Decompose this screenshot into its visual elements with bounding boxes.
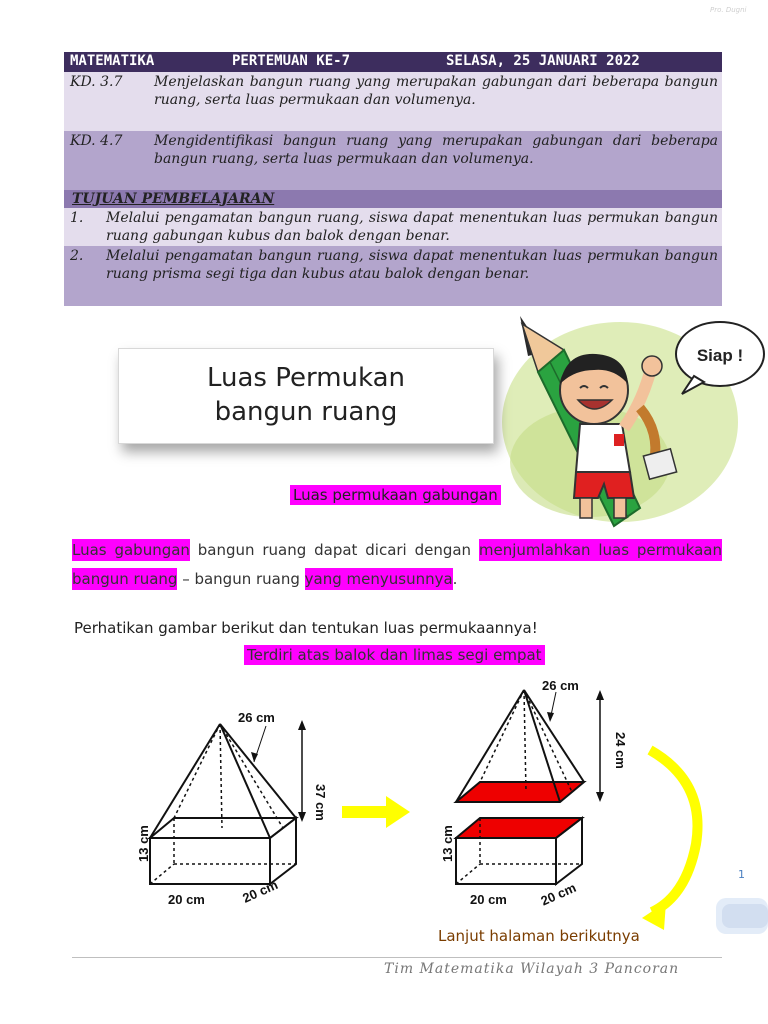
tujuan-text: Melalui pengamatan bangun ruang, siswa dapat menentukan luas permukan bangun ruang prisma segi tiga dan kubus atau balok dengan benar.	[106, 248, 718, 282]
curved-arrow-head	[640, 898, 680, 932]
yellow-arrow	[342, 796, 410, 828]
paragraph-text: – bangun ruang	[177, 570, 305, 588]
left-width-label: 20 cm	[168, 892, 205, 907]
kd-row	[64, 72, 722, 131]
tujuan-heading-row	[64, 190, 722, 208]
lesson-title-box	[118, 348, 494, 444]
paragraph-text: .	[452, 570, 458, 588]
right-box-height-label: 13 cm	[440, 825, 455, 862]
tujuan-number: 1.	[70, 210, 84, 226]
student-pencil-illustration	[490, 312, 768, 532]
instruction-text: Perhatikan gambar berikut dan tentukan luas permukaannya!	[74, 619, 538, 637]
explanation-paragraph	[72, 536, 722, 594]
highlight-term: menjumlahkan luas permukaan bangun ruang	[72, 541, 722, 588]
pyramid-right	[456, 678, 628, 802]
lesson-info-table	[64, 52, 722, 306]
right-width-label: 20 cm	[470, 892, 507, 907]
title-line-1: Luas Permukan	[206, 363, 406, 393]
section-subtitle: Luas permukaan gabungan	[290, 485, 501, 505]
speech-text: Siap !	[696, 346, 744, 365]
geometry-figure	[120, 672, 750, 912]
left-slant-label: 26 cm	[238, 710, 275, 725]
right-slant-label: 26 cm	[542, 678, 579, 693]
table-header	[64, 52, 722, 72]
highlight-term: yang menyusunnya	[304, 570, 453, 588]
kd-text: Mengidentifikasi bangun ruang yang merupakan gabungan dari beberapa bangun ruang, serta luas permukaan dan volumenya.	[154, 133, 718, 167]
kd-row	[64, 131, 722, 190]
tujuan-item	[64, 208, 722, 246]
box-right	[440, 818, 582, 909]
highlight-term: Luas gabungan	[72, 541, 190, 559]
right-height-label: 24 cm	[613, 732, 628, 769]
kd-text: Menjelaskan bangun ruang yang merupakan gabungan dari beberapa bangun ruang, serta luas permukaan dan volumenya.	[154, 74, 718, 108]
tujuan-heading: TUJUAN PEMBELAJARAN	[72, 191, 275, 207]
composite-solid-left	[136, 710, 328, 907]
tujuan-text: Melalui pengamatan bangun ruang, siswa dapat menentukan luas permukan bangun ruang gabungan kubus dan balok dengan benar.	[106, 210, 718, 244]
footer-text: Tim Matematika Wilayah 3 Pancoran	[384, 961, 680, 977]
title-line-2: bangun ruang	[214, 397, 398, 427]
left-depth-label: 20 cm	[240, 877, 281, 906]
meeting-label: PERTEMUAN KE-7	[232, 53, 351, 69]
tujuan-number: 2.	[70, 248, 84, 264]
left-height-label: 37 cm	[313, 784, 328, 821]
kd-code: KD. 4.7	[70, 133, 123, 149]
composition-note: Terdiri atas balok dan limas segi empat	[244, 645, 545, 665]
page-number: 1	[738, 868, 745, 881]
left-box-height-label: 13 cm	[136, 825, 151, 862]
next-page-note: Lanjut halaman berikutnya	[438, 927, 640, 945]
page-tab-decoration	[712, 892, 768, 938]
curved-arrow	[650, 750, 698, 912]
corner-note: Pro. Dugni	[710, 6, 747, 14]
right-depth-label: 20 cm	[538, 879, 579, 909]
subject-label: MATEMATIKA	[70, 53, 155, 69]
tujuan-item	[64, 246, 722, 306]
speech-bubble	[676, 322, 764, 394]
paragraph-text: bangun ruang dapat dicari dengan	[189, 541, 479, 559]
footer-divider	[72, 957, 722, 958]
date-label: SELASA, 25 JANUARI 2022	[446, 53, 640, 69]
kd-code: KD. 3.7	[70, 74, 123, 90]
